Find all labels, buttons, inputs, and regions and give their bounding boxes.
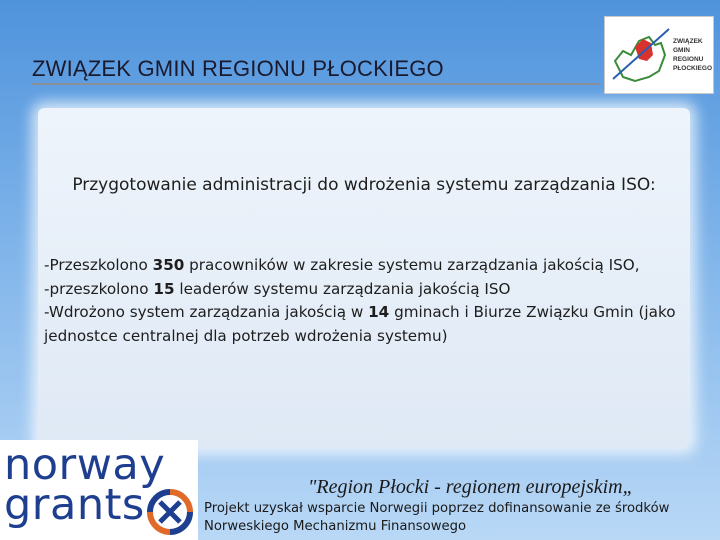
logo-caption: [673, 37, 713, 73]
bullet-item: [44, 301, 684, 348]
bullet-text: pracowników w zakresie systemu zarządzania jakością ISO,: [184, 256, 640, 274]
logo-caption-line: ZWIĄZEK: [673, 38, 703, 45]
motto-text: "Region Płocki - regionem europejskim„: [308, 476, 634, 498]
bullet-number: 15: [153, 279, 175, 298]
region-map-icon: [609, 21, 673, 87]
bullet-text: leaderów systemu zarządzania jakością ISO: [174, 279, 511, 298]
logo-caption-line: PŁOCKIEGO: [673, 65, 713, 72]
norway-grants-mark-icon: [146, 488, 194, 536]
bullet-text: gminach i Biurze Związku Gmin (jako jednostce centralnej dla potrzeb wdrożenia systemu): [44, 303, 676, 345]
content-panel: [38, 108, 690, 448]
bullet-item: [44, 254, 684, 278]
grants-word: grants: [4, 480, 145, 530]
bullet-text: -Wdrożono system zarządzania jakością w: [44, 303, 369, 322]
norway-word: norway: [4, 440, 166, 490]
content-body: [44, 254, 684, 348]
title-divider: [32, 83, 600, 85]
content-heading: Przygotowanie administracji do wdrożenia systemu zarządzania ISO:: [72, 175, 656, 195]
funding-note: Projekt uzyskał wsparcie Norwegii poprzez dofinansowanie ze środków Norweskiego Mechanizmu Finansowego: [204, 501, 670, 534]
bullet-item: [44, 278, 684, 302]
norway-grants-logo: [0, 440, 198, 540]
logo-caption-line: REGIONU: [673, 56, 704, 63]
slide-title: ZWIĄZEK GMIN REGIONU PŁOCKIEGO: [32, 56, 444, 81]
logo-caption-line: GMIN: [673, 47, 690, 54]
bullet-number: 14: [368, 303, 390, 322]
association-logo: [604, 16, 714, 94]
bullet-number: 350: [152, 256, 185, 274]
bullet-text: -Przeszkolono: [44, 256, 153, 274]
bullet-text: -przeszkolono: [44, 279, 154, 298]
